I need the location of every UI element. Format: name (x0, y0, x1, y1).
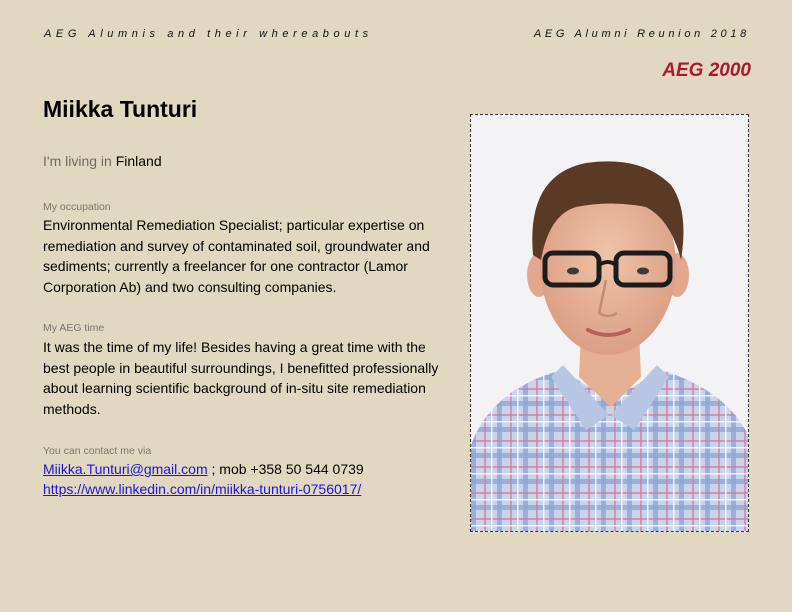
class-year-badge: AEG 2000 (662, 60, 751, 81)
aeg-time-label: My AEG time (43, 322, 105, 334)
header-left-text: AEG Alumnis and their whereabouts (44, 28, 373, 40)
contact-email-line (43, 461, 364, 477)
portrait-photo (470, 114, 749, 532)
header-right-text: AEG Alumni Reunion 2018 (533, 28, 750, 40)
linkedin-link[interactable]: https://www.linkedin.com/in/miikka-tunturi-0756017/ (43, 481, 362, 497)
living-prefix: I'm living in (43, 153, 112, 169)
contact-linkedin-line (43, 481, 361, 497)
country-name: Finland (115, 153, 162, 169)
portrait-illustration (471, 115, 748, 531)
living-location (43, 153, 162, 169)
alumni-name: Miikka Tunturi (43, 96, 198, 122)
contact-label: You can contact me via (43, 445, 152, 457)
aeg-time-text: It was the time of my life! Besides having a great time with the best people in beautiful surroundings, I benefitted professionally about learning scientific background of in-situ site remediation methods. (43, 339, 439, 417)
occupation-text: Environmental Remediation Specialist; particular expertise on remediation and survey of contaminated soil, groundwater and sediments; currently a freelancer for one contractor (Lamor Corporation Ab) and two consulting companies. (43, 217, 430, 295)
occupation-label: My occupation (43, 201, 111, 213)
phone-text: ; mob +358 50 544 0739 (207, 461, 364, 477)
email-link[interactable]: Miikka.Tunturi@gmail.com (43, 461, 208, 477)
